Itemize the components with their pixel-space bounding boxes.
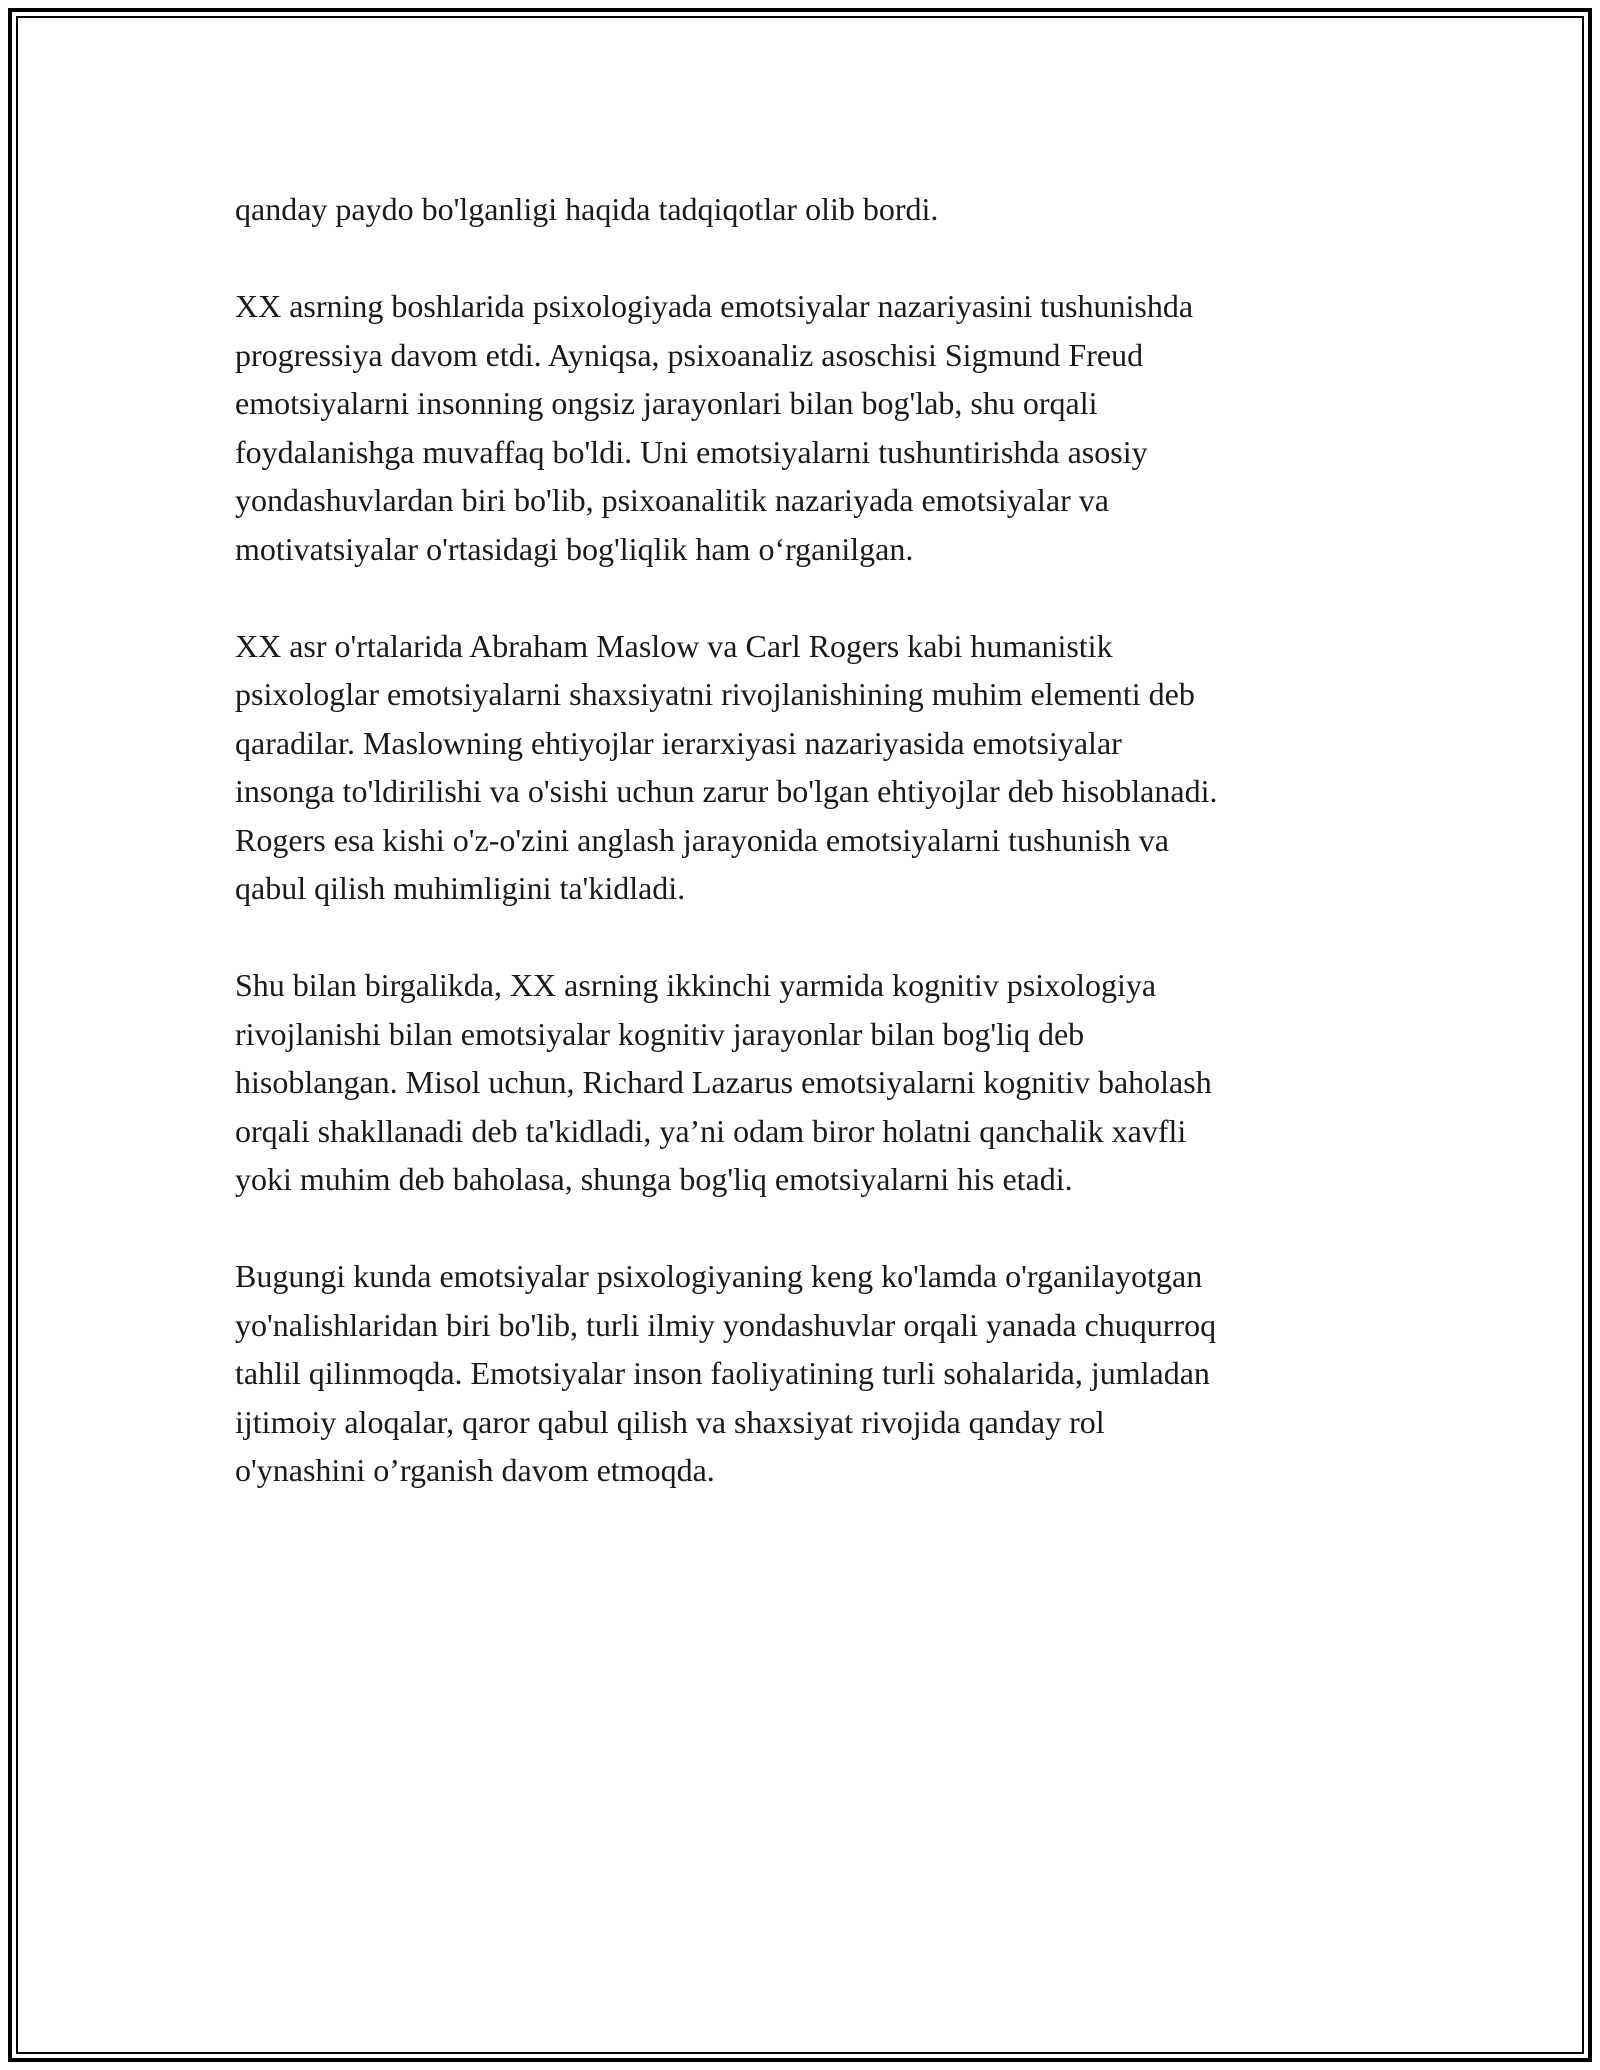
text-line: psixologlar emotsiyalarni shaxsiyatni rivojlanishining muhim elementi deb (235, 676, 1195, 712)
text-line: hisoblangan. Misol uchun, Richard Lazarus emotsiyalarni kognitiv baholash (235, 1064, 1212, 1100)
text-line: Bugungi kunda emotsiyalar psixologiyaning keng ko'lamda o'rganilayotgan (235, 1258, 1203, 1294)
text-line: foydalanishga muvaffaq bo'ldi. Uni emotsiyalarni tushuntirishda asosiy (235, 433, 1148, 470)
text-line: ijtimoiy aloqalar, qaror qabul qilish va shaxsiyat rivojida qanday rol (235, 1403, 1105, 1440)
paragraph-4 (235, 961, 1395, 1204)
text-line: rivojlanishi bilan emotsiyalar kognitiv jarayonlar bilan bog'liq deb (235, 1015, 1085, 1052)
text-line: XX asr o'rtalarida Abraham Maslow va Carl Rogers kabi humanistik (235, 627, 1113, 664)
text-line: Rogers esa kishi o'z-o'zini anglash jarayonida emotsiyalarni tushunish va (235, 821, 1169, 858)
text-line: qaradilar. Maslowning ehtiyojlar ierarxiyasi nazariyasida emotsiyalar (235, 724, 1122, 761)
text-line: progressiya davom etdi. Ayniqsa, psixoanaliz asoschisi Sigmund Freud (235, 336, 1144, 373)
text-line: motivatsiyalar o'rtasidagi bog'liqlik ham o‘rganilgan. (235, 530, 914, 567)
document-body (235, 185, 1395, 1543)
paragraph-2 (235, 282, 1395, 573)
paragraph-1 (235, 185, 1395, 234)
text-line: qabul qilish muhimligini ta'kidladi. (235, 870, 686, 906)
text-line: qanday paydo bo'lganligi haqida tadqiqotlar olib bordi. (235, 191, 939, 227)
text-line: insonga to'ldirilishi va o'sishi uchun zarur bo'lgan ehtiyojlar deb hisoblanadi. (235, 773, 1218, 809)
text-line: XX asrning boshlarida psixologiyada emotsiyalar nazariyasini tushunishda (235, 288, 1194, 324)
paragraph-3 (235, 622, 1395, 913)
paragraph-5 (235, 1252, 1395, 1495)
text-line: yoki muhim deb baholasa, shunga bog'liq emotsiyalarni his etadi. (235, 1161, 1073, 1197)
text-line: orqali shakllanadi deb ta'kidladi, ya’ni odam biror holatni qanchalik xavfli (235, 1112, 1187, 1149)
text-line: yondashuvlardan biri bo'lib, psixoanalitik nazariyada emotsiyalar va (235, 482, 1109, 518)
text-line: Shu bilan birgalikda, XX asrning ikkinchi yarmida kognitiv psixologiya (235, 967, 1157, 1003)
text-line: yo'nalishlaridan biri bo'lib, turli ilmiy yondashuvlar orqali yanada chuqurroq (235, 1306, 1217, 1343)
text-line: emotsiyalarni insonning ongsiz jarayonlari bilan bog'lab, shu orqali (235, 385, 1098, 421)
text-line: o'ynashini o’rganish davom etmoqda. (235, 1452, 715, 1488)
text-line: tahlil qilinmoqda. Emotsiyalar inson faoliyatining turli sohalarida, jumladan (235, 1355, 1210, 1391)
